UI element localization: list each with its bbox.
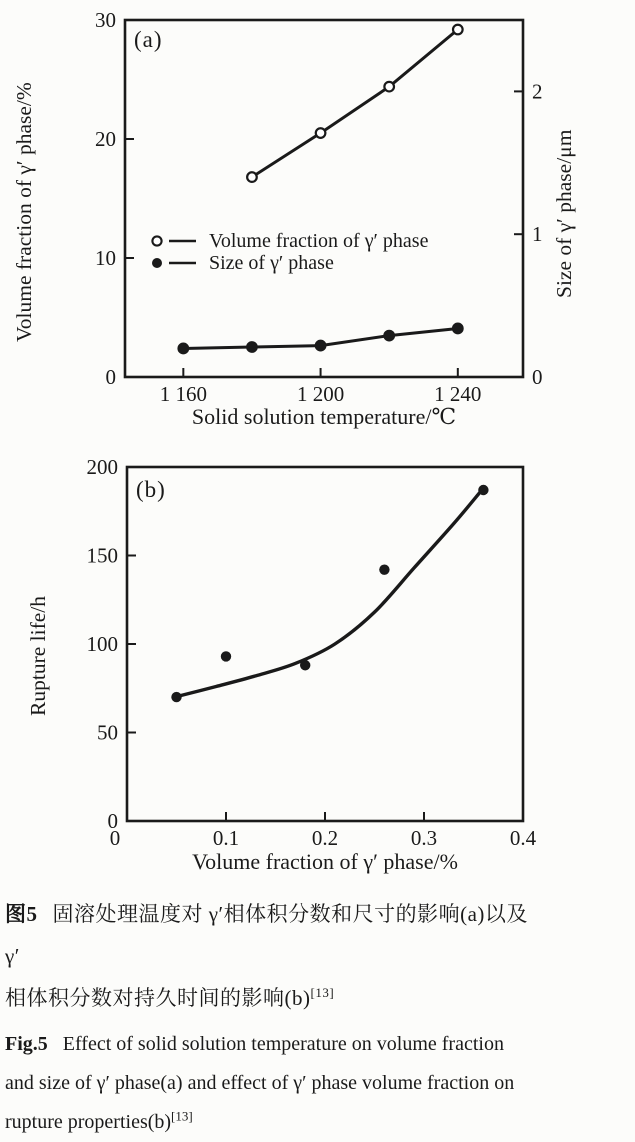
y-tick-label: 20 (95, 127, 116, 151)
y2-tick-label: 1 (532, 222, 543, 247)
chart-a-y-axis-title: Volume fraction of γ′ phase/% (12, 82, 36, 342)
y2-tick-label: 2 (532, 79, 543, 104)
filled-circle (179, 344, 189, 354)
data-point (379, 564, 389, 574)
y-tick-label: 50 (97, 720, 118, 745)
y-tick-label: 30 (95, 8, 116, 32)
legend-label-size: Size of γ′ phase (209, 251, 334, 274)
caption-en-line1 (5, 1025, 531, 1064)
filled-circle (316, 341, 326, 351)
filled-circle (384, 331, 394, 341)
plot-frame (125, 20, 523, 377)
caption-en-reference: [13] (171, 1108, 193, 1124)
caption-zh-figure-tag: 图5 (5, 902, 38, 926)
chart-b-x-axis-title: Volume fraction of γ′ phase/% (192, 849, 458, 874)
data-point (171, 692, 181, 702)
series-line (252, 30, 458, 178)
open-circle (316, 128, 326, 138)
open-circle (453, 25, 463, 35)
x-tick-label: 0.3 (410, 826, 438, 850)
y-tick-label: 100 (86, 632, 118, 656)
caption-zh-line1-text: 固溶处理温度对 γ′相体积分数和尺寸的影响(a)以及 γ′ (5, 902, 528, 968)
legend-item-volume-fraction (148, 229, 428, 253)
caption-en-line1-text: Effect of solid solution temperature on volume fraction (62, 1033, 504, 1055)
x-tick-label: 0.2 (311, 826, 339, 850)
chart-b-panel-label: (b) (136, 477, 166, 502)
x-tick-label: 1 160 (159, 382, 207, 406)
x-tick-label: 0 (109, 826, 121, 850)
data-point (221, 651, 231, 661)
caption-zh-reference: [13] (310, 985, 335, 1000)
chart-a-panel-label: (a) (134, 27, 163, 52)
x-tick-label: 0.1 (212, 826, 240, 850)
y-tick-label: 0 (105, 365, 116, 389)
filled-circle-marker (148, 255, 200, 271)
data-point (300, 660, 310, 670)
chart-b-y-axis-title: Rupture life/h (26, 595, 50, 716)
open-circle-marker (148, 233, 200, 249)
chart-a-y2-axis-title: Size of γ′ phase/μm (552, 129, 576, 298)
y-tick-label: 150 (86, 543, 118, 568)
legend-label-volume-fraction: Volume fraction of γ′ phase (209, 229, 429, 252)
y-tick-label: 10 (95, 246, 116, 270)
caption-zh-line2-text: 相体积分数对持久时间的影响(b) (5, 986, 311, 1010)
x-tick-label: 1 240 (434, 382, 482, 406)
caption-en-line3-text: rupture properties(b) (5, 1111, 172, 1133)
caption-zh-line2 (5, 977, 531, 1019)
x-tick-label: 0.4 (509, 826, 537, 850)
filled-circle (453, 324, 463, 334)
caption-en-line2 (5, 1064, 531, 1103)
legend-item-size (148, 251, 334, 275)
caption-zh-line1 (5, 893, 531, 977)
x-tick-label: 1 200 (296, 382, 345, 406)
data-point (478, 485, 488, 495)
caption-en-figure-tag: Fig.5 (5, 1033, 48, 1055)
open-circle (384, 82, 394, 92)
y-tick-label: 200 (86, 455, 118, 479)
y-tick-label: 0 (107, 809, 118, 833)
fit-curve (175, 492, 481, 697)
caption-en-line3 (5, 1103, 531, 1142)
chart-a-x-axis-title: Solid solution temperature/℃ (191, 404, 457, 429)
plot-frame (127, 467, 523, 821)
y2-tick-label: 0 (532, 365, 543, 389)
caption-en-line2-text: and size of γ′ phase(a) and effect of γ′ phase volume fraction on (5, 1072, 515, 1094)
filled-circle (247, 342, 257, 352)
open-circle (247, 172, 257, 182)
